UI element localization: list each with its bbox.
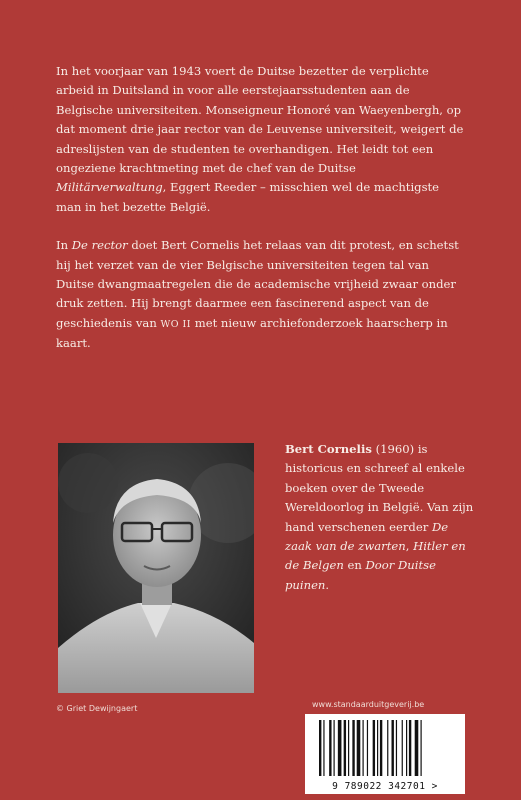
barcode-bar <box>406 720 407 776</box>
blurb-text: met nieuw archiefonderzoek haarscherp in kaart. <box>56 315 448 351</box>
isbn-barcode <box>305 714 465 794</box>
barcode-bar <box>421 720 422 776</box>
barcode-bars <box>305 714 465 782</box>
barcode-bar <box>363 720 364 776</box>
author-photo <box>58 443 254 693</box>
publisher-website: www.standaarduitgeverij.be <box>312 700 425 709</box>
barcode-bar <box>334 720 335 776</box>
barcode-bar <box>402 720 403 776</box>
blurb-text: In <box>56 238 72 253</box>
bio-text: . <box>325 577 330 592</box>
barcode-bar <box>415 720 419 776</box>
photo-credit: © Griet Dewijngaert <box>56 704 138 713</box>
barcode-bar <box>352 720 354 776</box>
barcode-bar <box>373 720 375 776</box>
book-title: De zaak van de zwarten <box>285 519 449 554</box>
barcode-bar <box>367 720 368 776</box>
book-title: De rector <box>71 238 128 253</box>
author-portrait-image <box>58 443 254 693</box>
barcode-bar <box>392 720 394 776</box>
barcode-bar <box>319 720 321 776</box>
author-bio <box>285 440 475 595</box>
barcode-bar <box>377 720 378 776</box>
barcode-bar <box>357 720 361 776</box>
bio-text: , <box>405 539 414 554</box>
blurb-text: In het voorjaar van 1943 voert de Duitse bezetter de verplichte arbeid in Duitsland in voor alle eerstejaarsstudenten aan de Belgische universiteiten. Monseigneur Honoré van Waeyenbergh, op dat moment drie jaar rector van de Leuvense universiteit, weigert de adreslijsten van de studenten te overhandigen. Het leidt tot een ongeziene krachtmeting met de chef van de Duitse <box>56 64 464 176</box>
book-title: Hitler en de Belgen <box>285 539 466 573</box>
blurb-paragraph-2 <box>56 236 466 353</box>
book-title: Door Duitse puinen <box>285 558 436 592</box>
bio-text: en <box>343 558 366 573</box>
barcode-bar <box>323 720 324 776</box>
blurb-emphasis: Militärverwaltung <box>56 180 163 195</box>
back-cover-blurb <box>56 62 466 373</box>
barcode-bar <box>380 720 382 776</box>
small-caps-text: WO II <box>160 318 192 330</box>
bio-text: (1960) is historicus en schreef al enkele boeken over de Tweede Wereldoorlog in België. Van zijn hand verschenen eerder <box>285 442 474 534</box>
blurb-text: , Eggert Reeder – misschien wel de machtigste man in het bezette België. <box>56 180 440 214</box>
barcode-bar <box>387 720 388 776</box>
barcode-bar <box>338 720 342 776</box>
barcode-bar <box>409 720 411 776</box>
isbn-number: 9 789022 342701 > <box>332 781 438 792</box>
barcode-bar <box>396 720 397 776</box>
blurb-text: doet Bert Cornelis het relaas van dit protest, en schetst hij het verzet van de vier Belgische universiteiten tegen tal van Duitse dwangmaatregelen die de academische vrijheid zwaar onder druk zetten. Hij brengt daarmee een fascinerend aspect van de geschiedenis van <box>56 238 459 330</box>
author-name: Bert Cornelis <box>285 442 372 456</box>
barcode-bar <box>344 720 346 776</box>
blurb-paragraph-1 <box>56 62 466 217</box>
barcode-bar <box>348 720 349 776</box>
barcode-bar <box>329 720 331 776</box>
